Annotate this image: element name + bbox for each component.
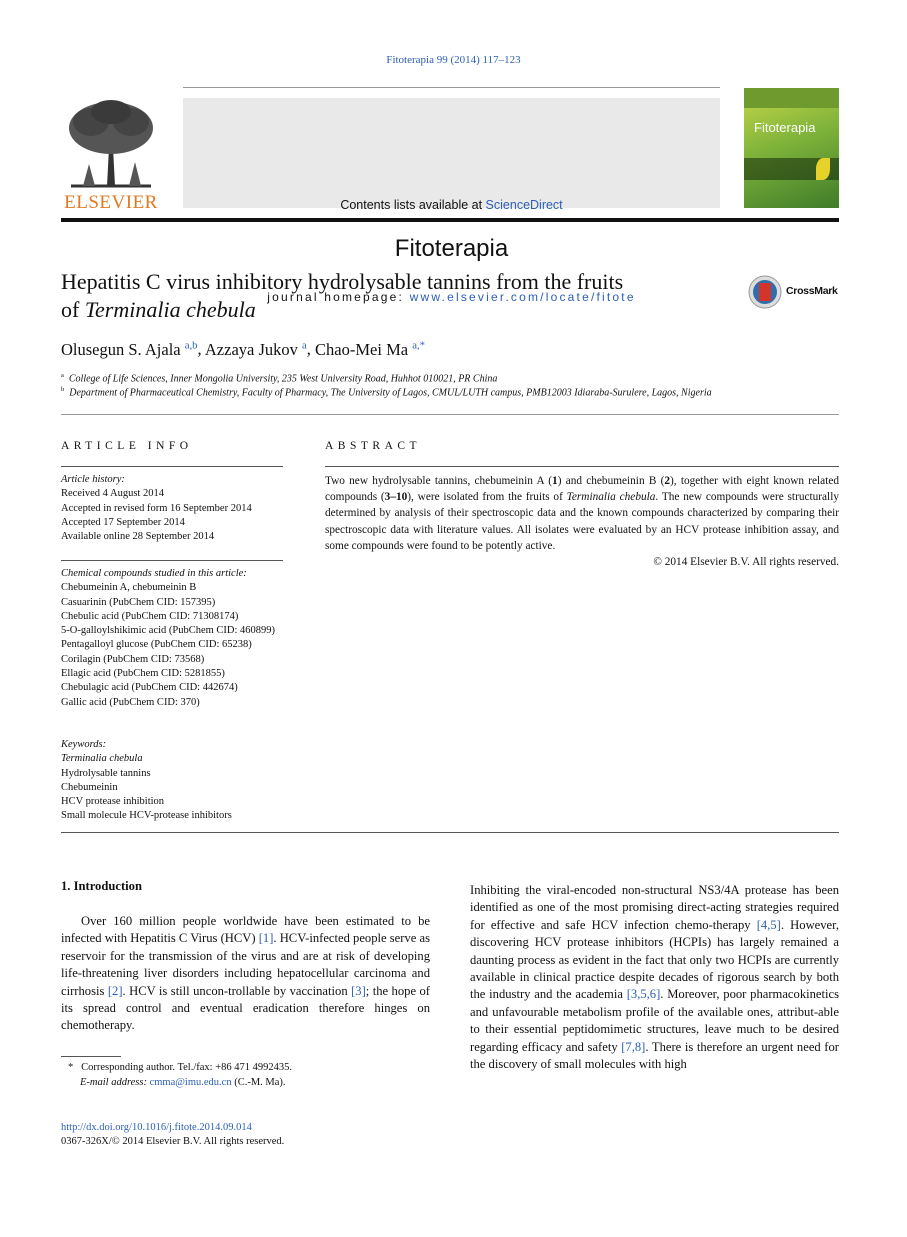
- affiliation-rule: [61, 414, 839, 415]
- doi-link[interactable]: http://dx.doi.org/10.1016/j.fitote.2014.09.014: [61, 1122, 252, 1133]
- compounds-label: Chemical compounds studied in this article:: [61, 568, 247, 579]
- abstract-body: Two new hydrolysable tannins, chebumeinin A (1) and chebumeinin B (2), together with eight known related compounds (3–10), were isolated from the fruits of Terminalia chebula. The new compounds were structurally determined by analysis of their spectroscopic data and the known compounds characterized by comparing their spectroscopic data with literature values. All isolates were evaluated by an HCV protease inhibition assay, and some compounds were found to be potently active. © 2014 Elsevier B.V. All rights reserved.: [325, 473, 839, 570]
- history-rule: [61, 560, 283, 561]
- compound-item: Gallic acid (PubChem CID: 370): [61, 696, 200, 708]
- keywords-label: Keywords:: [61, 739, 107, 750]
- info-bottom-rule: [61, 832, 839, 833]
- citation-link[interactable]: [7,8]: [621, 1039, 646, 1054]
- history-online: Available online 28 September 2014: [61, 531, 215, 543]
- footnote-rule: [61, 1056, 121, 1057]
- abstract-copyright: © 2014 Elsevier B.V. All rights reserved.: [653, 556, 839, 569]
- article-info-rule: [61, 466, 283, 467]
- keyword-item: Chebumeinin: [61, 781, 118, 793]
- contents-prefix: Contents lists available at: [340, 198, 486, 212]
- elsevier-wordmark: ELSEVIER: [64, 192, 158, 213]
- article-title: [61, 268, 731, 324]
- compound-item: Corilagin (PubChem CID: 73568): [61, 653, 205, 665]
- compound-item: 5-O-galloylshikimic acid (PubChem CID: 460899): [61, 625, 276, 637]
- crossmark-icon: [748, 275, 782, 309]
- keyword-item: Small molecule HCV-protease inhibitors: [61, 810, 232, 822]
- intro-left-paragraph: Over 160 million people worldwide have been estimated to be infected with Hepatitis C Virus (HCV) [1]. HCV-infected people serve as reservoir for the transmission of the virus and are at risk of developing life-threatening liver disorders including hepatocellular carcinoma and cirrhosis [2]. HCV is still uncon-trollable by vaccination [3]; the hope of its spread control and eventual eradication therefore hinges on chemotherapy.: [61, 914, 430, 1033]
- title-line-2-species: Terminalia chebula: [84, 297, 256, 322]
- author-2[interactable]: Azzaya Jukov $^a$: [204, 339, 307, 359]
- keywords: [61, 738, 283, 824]
- article-info-heading: ARTICLE INFO: [61, 440, 193, 452]
- cover-title: Fitoterapia: [754, 120, 816, 135]
- compound-item: Chebulagic acid (PubChem CID: 442674): [61, 682, 238, 694]
- sciencedirect-link[interactable]: ScienceDirect: [485, 198, 563, 212]
- header-rule: [61, 218, 839, 222]
- abstract-heading: ABSTRACT: [325, 440, 422, 452]
- header-top-rule: [183, 87, 720, 88]
- citation-link[interactable]: [3,5,6]: [626, 987, 661, 1002]
- footnote-corresponding: * Corresponding author. Tel./fax: +86 471 4992435. E-mail address: cmma@imu.edu.cn (C.-M. Ma).: [68, 1062, 293, 1088]
- contents-available: [183, 198, 720, 212]
- citation-link[interactable]: [2]: [107, 983, 123, 998]
- intro-heading: 1. Introduction: [61, 879, 142, 893]
- compound-item: Chebumeinin A, chebumeinin B: [61, 582, 197, 594]
- author-3[interactable]: Chao-Mei Ma $^{a,*}$: [315, 339, 425, 359]
- compound-item: Casuarinin (PubChem CID: 157395): [61, 596, 216, 608]
- cover-leaf: [816, 158, 830, 180]
- intro-right-paragraph: Inhibiting the viral-encoded non-structural NS3/4A protease has been identified as one of the most promising direct-acting strategies required for effective and safe HCV infection chemo-therapy [4,5]. However, discovering HCV protease inhibitors (HCPIs) has largely remained a daunting process as evident in the fact that only two HCPIs are currently available in clinical practice despite decades of rigorous search by both the industry and the academia [3,5,6]. Moreover, poor pharmacokinetics and unfavourable metabolism profile of the available ones, attribut-able to their essential peptidomimetic structures, leave much to be desired regarding efficacy and safety [7,8]. There is therefore an urgent need for the discovery of small molecules with high: [470, 883, 839, 1072]
- citation-link[interactable]: [1]: [258, 931, 274, 946]
- title-line-1: Hepatitis C virus inhibitory hydrolysable tannins from the fruits: [61, 269, 624, 294]
- author-list: Olusegun S. Ajala $^{a,b}$, Azzaya Jukov $^a$, Chao-Mei Ma $^{a,*}$: [61, 339, 425, 359]
- homepage-label: journal homepage:: [267, 290, 410, 304]
- affiliation-b: $^b$ Department of Pharmaceutical Chemistry, Faculty of Pharmacy, The University of Lagos, CMUL/LUTH campus, PMB12003 Idiaraba-Surulere, Lagos, Nigeria: [61, 386, 712, 399]
- cover-strip: [744, 88, 839, 108]
- crossmark-label: CrossMark: [786, 285, 838, 297]
- chemical-compounds: [61, 567, 283, 710]
- compound-item: Pentagalloyl glucose (PubChem CID: 65238): [61, 639, 252, 651]
- email-link[interactable]: cmma@imu.edu.cn: [149, 1076, 232, 1088]
- keyword-item: Terminalia chebula: [61, 753, 143, 765]
- history-label: Article history:: [61, 474, 125, 485]
- journal-title: Fitoterapia: [394, 235, 509, 262]
- author-1[interactable]: Olusegun S. Ajala $^{a,b}$: [61, 339, 198, 359]
- title-line-2-prefix: of: [61, 297, 85, 322]
- crossmark-badge[interactable]: [748, 275, 843, 309]
- compound-item: Ellagic acid (PubChem CID: 5281855): [61, 668, 225, 680]
- citation-link[interactable]: [3]: [351, 983, 366, 998]
- history-accepted: Accepted 17 September 2014: [61, 516, 185, 528]
- journal-cover[interactable]: [744, 88, 839, 208]
- keyword-item: HCV protease inhibition: [61, 796, 165, 808]
- article-history: [61, 473, 283, 544]
- citation-link[interactable]: [4,5]: [756, 917, 781, 932]
- issn-copyright: 0367-326X/© 2014 Elsevier B.V. All rights reserved.: [61, 1136, 285, 1147]
- history-received: Received 4 August 2014: [61, 488, 164, 500]
- affiliation-a: $^a$ College of Life Sciences, Inner Mongolia University, 235 West University Road, Huhhot 010021, PR China: [61, 372, 498, 385]
- homepage-link[interactable]: www.elsevier.com/locate/fitote: [409, 290, 636, 304]
- keyword-item: Hydrolysable tannins: [61, 767, 151, 779]
- elsevier-logo[interactable]: [61, 98, 161, 213]
- history-revised: Accepted in revised form 16 September 2014: [61, 502, 252, 514]
- compound-item: Chebulic acid (PubChem CID: 71308174): [61, 610, 239, 622]
- elsevier-tree-icon: [61, 98, 161, 190]
- journal-reference[interactable]: Fitoterapia 99 (2014) 117–123: [386, 54, 521, 66]
- abstract-rule: [325, 466, 839, 467]
